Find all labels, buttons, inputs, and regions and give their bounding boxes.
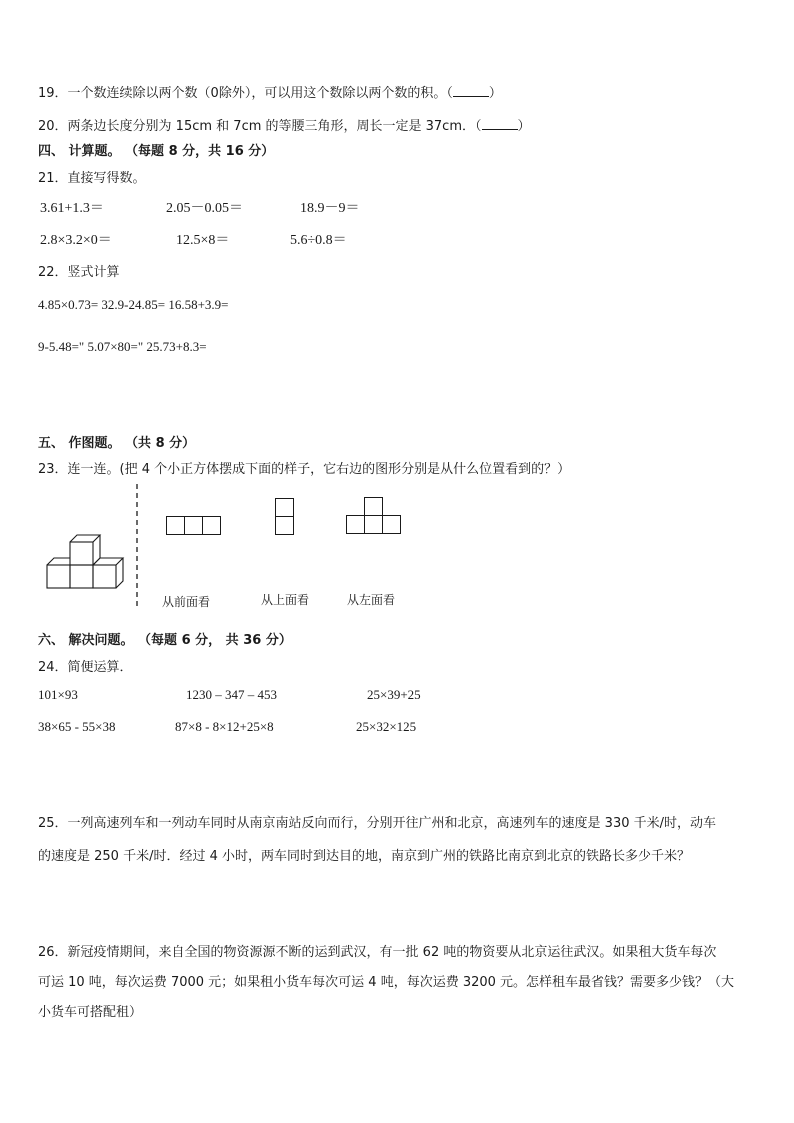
top-view-figure — [275, 498, 295, 536]
q24-item-5: 87×8 - 8×12+25×8 — [175, 719, 274, 734]
caption-left-view: 从左面看 — [347, 593, 396, 607]
answer-blank-19[interactable] — [453, 84, 489, 97]
q21-item-1: 3.61+1.3＝ — [40, 201, 104, 216]
q21-item-6: 5.6÷0.8＝ — [290, 233, 347, 248]
question-22-title: 22．竖式计算 — [38, 265, 120, 280]
question-19-text: 19．一个数连续除以两个数（0除外），可以用这个数除以两个数的积。（ — [38, 86, 453, 101]
front-view-figure — [166, 516, 222, 536]
question-23-title: 23．连一连。(把 4 个小正方体摆成下面的样子，它右边的图形分别是从什么位置看到的？） — [38, 462, 571, 477]
q24-item-4: 38×65 - 55×38 — [38, 719, 116, 734]
question-20-text: 20．两条边长度分别为 15cm 和 7cm 的等腰三角形，周长一定是 37cm．（ — [38, 119, 482, 134]
question-26-line-1: 26．新冠疫情期间，来自全国的物资源源不断的运到武汉，有一批 62 吨的物资要从北京运往武汉。如果租大货车每次 — [38, 945, 717, 960]
question-20 — [38, 115, 531, 134]
q21-item-4: 2.8×3.2×0＝ — [40, 233, 112, 248]
question-19-close: ） — [488, 86, 502, 101]
q24-item-2: 1230 – 347 – 453 — [186, 687, 277, 702]
section-6-heading: 六、 解决问题。 （每题 6 分， 共 36 分） — [38, 633, 292, 648]
cube-stack-figure — [40, 530, 130, 600]
q21-item-2: 2.05－0.05＝ — [166, 201, 243, 216]
dashed-divider — [134, 484, 140, 608]
q24-item-1: 101×93 — [38, 687, 78, 702]
section-5-heading: 五、 作图题。 （共 8 分） — [38, 436, 196, 451]
question-21-title: 21．直接写得数。 — [38, 171, 146, 186]
caption-top-view: 从上面看 — [261, 593, 310, 607]
question-26-line-3: 小货车可搭配租） — [38, 1005, 143, 1020]
q21-item-3: 18.9－9＝ — [300, 201, 360, 216]
question-25-line-1: 25．一列高速列车和一列动车同时从南京南站反向而行，分别开往广州和北京，高速列车的速度是 330 千米/时，动车 — [38, 816, 717, 831]
question-20-close: ） — [517, 119, 531, 134]
caption-front-view: 从前面看 — [162, 595, 211, 609]
q21-item-5: 12.5×8＝ — [176, 233, 230, 248]
left-view-figure — [346, 497, 404, 537]
question-24-title: 24．简便运算． — [38, 660, 133, 675]
question-19 — [38, 82, 502, 101]
q22-line-2: 9-5.48=" 5.07×80=" 25.73+8.3= — [38, 339, 207, 354]
question-25-line-2: 的速度是 250 千米/时．经过 4 小时，两车同时到达目的地，南京到广州的铁路比南京到北京的铁路长多少千米？ — [38, 849, 690, 864]
question-26-line-2: 可运 10 吨，每次运费 7000 元；如果租小货车每次可运 4 吨，每次运费 3200 元。怎样租车最省钱？需要多少钱？（大 — [38, 975, 735, 990]
q24-item-6: 25×32×125 — [356, 719, 417, 734]
section-4-heading: 四、 计算题。 （每题 8 分，共 16 分） — [38, 144, 275, 159]
answer-blank-20[interactable] — [482, 117, 518, 130]
q24-item-3: 25×39+25 — [367, 687, 421, 702]
q22-line-1: 4.85×0.73= 32.9-24.85= 16.58+3.9= — [38, 297, 229, 312]
